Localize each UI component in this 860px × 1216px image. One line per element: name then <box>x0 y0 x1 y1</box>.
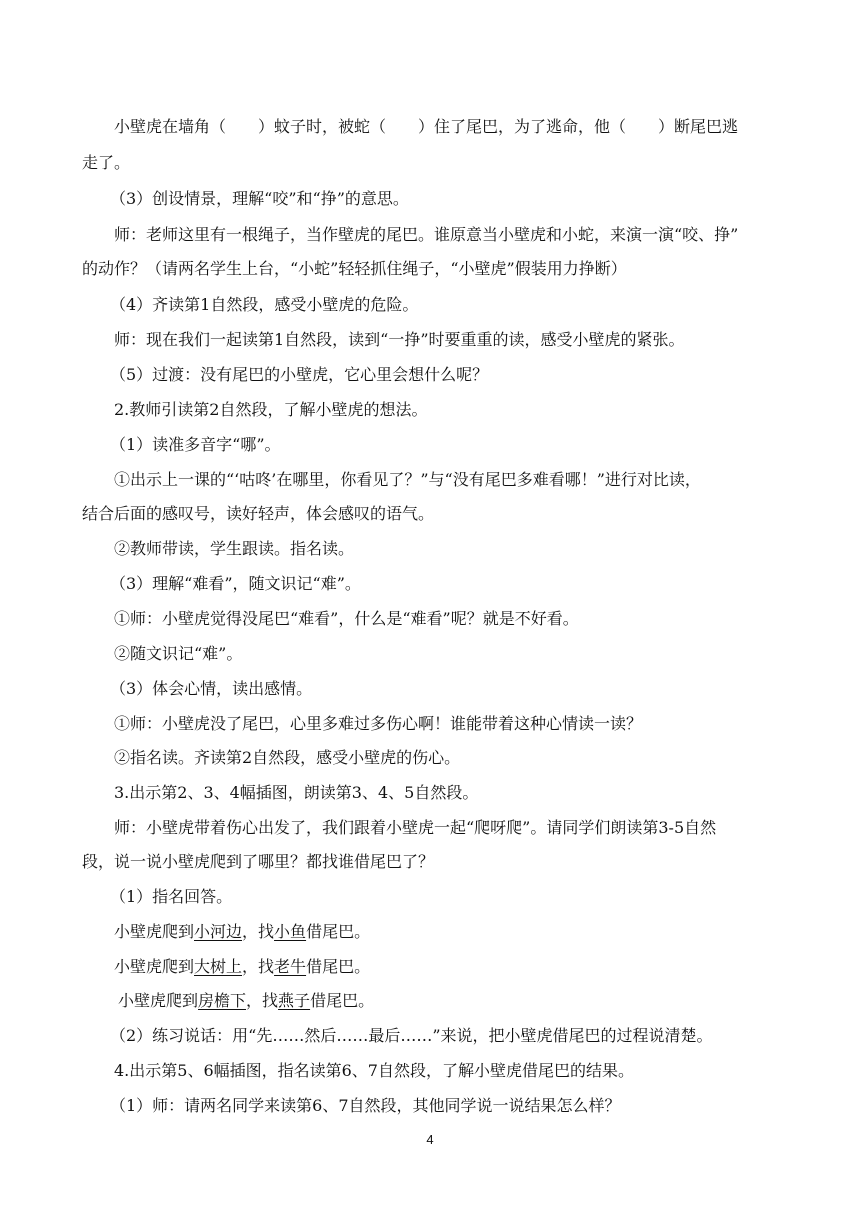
text-line: 师：现在我们一起读第1自然段，读到“一挣”时要重重的读，感受小壁虎的紧张。 <box>114 330 685 349</box>
sentence-part: 借尾巴。 <box>306 922 371 941</box>
text-line: （5）过渡：没有尾巴的小壁虎，它心里会想什么呢？ <box>110 365 489 384</box>
animal-underlined: 燕子 <box>278 991 311 1010</box>
text-line: 结合后面的感叹号，读好轻声，体会感叹的语气。 <box>82 504 435 523</box>
text-line: ①师：小壁虎觉得没尾巴“难看”，什么是“难看”呢？就是不好看。 <box>114 609 579 628</box>
sentence-part: ，找 <box>246 991 279 1010</box>
sentence-part: ，找 <box>242 922 275 941</box>
sentence-part: 小壁虎爬到 <box>114 957 195 976</box>
place-underlined: 房檐下 <box>198 991 247 1010</box>
sentence-part: ，找 <box>242 957 275 976</box>
borrow-sentence <box>114 956 370 978</box>
text-line: ①出示上一课的“‘咕咚’在哪里，你看见了？”与“没有尾巴多难看哪！”进行对比读， <box>114 470 701 489</box>
borrow-sentence <box>114 921 370 943</box>
text-line: （2）练习说话：用“先……然后……最后……”来说，把小壁虎借尾巴的过程说清楚。 <box>110 1026 713 1045</box>
text-line: 师：老师这里有一根绳子，当作壁虎的尾巴。谁原意当小壁虎和小蛇，来演一演“咬、挣” <box>114 225 739 244</box>
animal-underlined: 小鱼 <box>274 922 307 941</box>
text-line: （3）创设情景，理解“咬”和“挣”的意思。 <box>110 189 409 208</box>
page-number: 4 <box>426 1132 434 1147</box>
place-underlined: 大树上 <box>194 957 243 976</box>
sentence-part: 小壁虎爬到 <box>114 922 195 941</box>
text-line: 师：小壁虎带着伤心出发了，我们跟着小壁虎一起“爬呀爬”。请同学们朗读第3-5自然 <box>114 818 717 837</box>
sentence-part: 借尾巴。 <box>306 957 371 976</box>
sentence-part: 借尾巴。 <box>310 991 375 1010</box>
text-line: ②指名读。齐读第2自然段，感受小壁虎的伤心。 <box>114 748 461 767</box>
text-line: 段，说一说小壁虎爬到了哪里？都找谁借尾巴了？ <box>82 852 435 871</box>
text-line: 4.出示第5、6幅插图，指名读第6、7自然段，了解小壁虎借尾巴的结果。 <box>114 1061 634 1080</box>
text-line: 走了。 <box>82 153 131 172</box>
text-line: （1）指名回答。 <box>110 887 233 906</box>
text-line: （1）师：请两名同学来读第6、7自然段，其他同学说一说结果怎么样？ <box>110 1096 621 1115</box>
text-line: 的动作？（请两名学生上台，“小蛇”轻轻抓住绳子，“小壁虎”假装用力挣断） <box>82 259 627 278</box>
place-underlined: 小河边 <box>194 922 243 941</box>
borrow-sentence <box>118 990 374 1012</box>
text-line: 小壁虎在墙角（ ）蚊子时，被蛇（ ）住了尾巴，为了逃命，他（ ）断尾巴逃 <box>114 117 739 136</box>
text-line: （3）体会心情，读出感情。 <box>110 679 313 698</box>
text-line: （1）读准多音字“哪”。 <box>110 435 281 454</box>
text-line: （3）理解“难看”，随文识记“难”。 <box>110 574 361 593</box>
text-line: ②教师带读，学生跟读。指名读。 <box>114 539 355 558</box>
text-line: （4）齐读第1自然段，感受小壁虎的危险。 <box>110 295 419 314</box>
text-line: 2.教师引读第2自然段，了解小壁虎的想法。 <box>114 400 428 419</box>
text-line: 3.出示第2、3、4幅插图，朗读第3、4、5自然段。 <box>114 783 479 802</box>
animal-underlined: 老牛 <box>274 957 307 976</box>
text-line: ①师：小壁虎没了尾巴，心里多难过多伤心啊！谁能带着这种心情读一读？ <box>114 714 643 733</box>
text-line: ②随文识记“难”。 <box>114 644 243 663</box>
sentence-part: 小壁虎爬到 <box>118 991 199 1010</box>
